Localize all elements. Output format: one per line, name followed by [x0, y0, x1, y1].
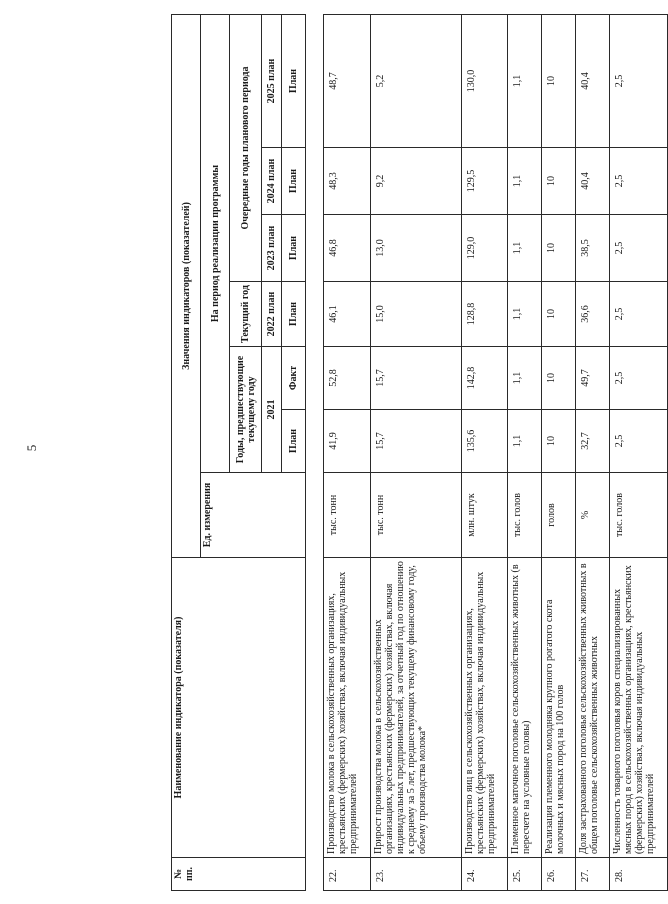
value-2021-fact: 52,8: [324, 347, 371, 410]
value-2023-plan: 10: [542, 215, 576, 282]
row-unit: тыс. тонн: [371, 473, 462, 558]
header-unit: Ед. измерения: [201, 473, 306, 558]
row-num: 22.: [324, 858, 371, 891]
header-year-2025: 2025 план: [262, 14, 282, 147]
header-prev-years: Годы, предшествующие текущему году: [230, 347, 262, 473]
value-2021-fact: 49,7: [576, 347, 610, 410]
value-2022-plan: 1,1: [508, 282, 542, 347]
header-name: Наименование индикатора (показателя): [172, 558, 306, 858]
value-2025-plan: 5,2: [371, 14, 462, 147]
value-2024-plan: 48,3: [324, 148, 371, 215]
value-2022-plan: 46,1: [324, 282, 371, 347]
table-row: [542, 14, 576, 890]
value-2021-plan: 32,7: [576, 410, 610, 473]
header-plan-2024: План: [282, 148, 306, 215]
value-2021-fact: 10: [542, 347, 576, 410]
value-2021-fact: 15,7: [371, 347, 462, 410]
value-2025-plan: 2,5: [610, 14, 668, 147]
value-2021-fact: 1,1: [508, 347, 542, 410]
value-2021-fact: 142,8: [462, 347, 508, 410]
value-2021-plan: 41,9: [324, 410, 371, 473]
table-row: [508, 14, 542, 890]
value-2021-fact: 2,5: [610, 347, 668, 410]
header-current-year: Текущий год: [230, 282, 262, 347]
table-row: [324, 14, 371, 890]
value-2021-plan: 2,5: [610, 410, 668, 473]
indicators-table: [171, 14, 668, 891]
value-2025-plan: 48,7: [324, 14, 371, 147]
value-2023-plan: 129,0: [462, 215, 508, 282]
header-year-2024: 2024 план: [262, 148, 282, 215]
value-2023-plan: 2,5: [610, 215, 668, 282]
value-2023-plan: 1,1: [508, 215, 542, 282]
row-unit: тыс. тонн: [324, 473, 371, 558]
value-2024-plan: 9,2: [371, 148, 462, 215]
header-program-period: На период реализации программы: [201, 14, 230, 472]
header-values: Значения индикаторов (показателей): [172, 14, 201, 557]
rotated-page: [171, 15, 656, 891]
value-2025-plan: 1,1: [508, 14, 542, 147]
header-year-2023: 2023 план: [262, 215, 282, 282]
row-num: 25.: [508, 858, 542, 891]
value-2023-plan: 46,8: [324, 215, 371, 282]
value-2025-plan: 130,0: [462, 14, 508, 147]
header-plan-2025: План: [282, 14, 306, 147]
value-2021-plan: 15,7: [371, 410, 462, 473]
value-2021-plan: 10: [542, 410, 576, 473]
page-number: 5: [24, 444, 39, 452]
value-2022-plan: 10: [542, 282, 576, 347]
value-2024-plan: 129,5: [462, 148, 508, 215]
value-2024-plan: 2,5: [610, 148, 668, 215]
row-unit: %: [576, 473, 610, 558]
row-unit: тыс. голов: [610, 473, 668, 558]
row-unit: голов: [542, 473, 576, 558]
value-2022-plan: 15,0: [371, 282, 462, 347]
header-plan-2023: План: [282, 215, 306, 282]
row-unit: тыс. голов: [508, 473, 542, 558]
header-year-2022: 2022 план: [262, 282, 282, 347]
row-num: 28.: [610, 858, 668, 891]
row-num: 24.: [462, 858, 508, 891]
value-2021-plan: 135,6: [462, 410, 508, 473]
value-2022-plan: 128,8: [462, 282, 508, 347]
value-2021-plan: 1,1: [508, 410, 542, 473]
row-name: Производство яиц в сельскохозяйственных организациях, крестьянских (фермерских) хозяйствах, включая индивидуальных предпринимателей: [462, 558, 508, 858]
table-row: [576, 14, 610, 890]
row-num: 27.: [576, 858, 610, 891]
value-2022-plan: 36,6: [576, 282, 610, 347]
row-name: Реализация племенного молодняка крупного рогатого скота молочных и мясных пород на 100 голов: [542, 558, 576, 858]
row-name: Численность товарного поголовья коров специализированных мясных пород в сельскохозяйственных организациях, крестьянских (фермерских) хозяйствах, включая индивидуальных предпринимателей: [610, 558, 668, 858]
value-2025-plan: 40,4: [576, 14, 610, 147]
header-plan-2022: План: [282, 282, 306, 347]
table-row: [462, 14, 508, 890]
row-name: Доля застрахованного поголовья сельскохозяйственных животных в общем поголовье сельскохозяйственных животных: [576, 558, 610, 858]
value-2022-plan: 2,5: [610, 282, 668, 347]
row-name: Прирост производства молока в сельскохозяйственных организациях, крестьянских (фермерских) хозяйствах, включая индивидуальных предпринимателей, за отчетный год по отношению к среднему за 5 лет, предшествующих текущему финансовому году, объему производства молока*: [371, 558, 462, 858]
row-name: Племенное маточное поголовье сельскохозяйственных животных (в пересчете на условные головы): [508, 558, 542, 858]
value-2023-plan: 38,5: [576, 215, 610, 282]
table-gap: [306, 14, 324, 890]
table-row: [610, 14, 668, 890]
row-unit: млн. штук: [462, 473, 508, 558]
row-num: 23.: [371, 858, 462, 891]
value-2024-plan: 40,4: [576, 148, 610, 215]
value-2025-plan: 10: [542, 14, 576, 147]
row-name: Производство молока в сельскохозяйственных организациях, крестьянских (фермерских) хозяйствах, включая индивидуальных предпринимателей: [324, 558, 371, 858]
header-next-years: Очередные годы планового периода: [230, 14, 262, 281]
value-2023-plan: 13,0: [371, 215, 462, 282]
value-2024-plan: 1,1: [508, 148, 542, 215]
value-2024-plan: 10: [542, 148, 576, 215]
header-fact-2021: Факт: [282, 347, 306, 410]
header-plan-2021: План: [282, 410, 306, 473]
row-num: 26.: [542, 858, 576, 891]
header-year-2021: 2021: [262, 347, 282, 473]
header-num: № пп.: [172, 858, 306, 891]
table-row: [371, 14, 462, 890]
